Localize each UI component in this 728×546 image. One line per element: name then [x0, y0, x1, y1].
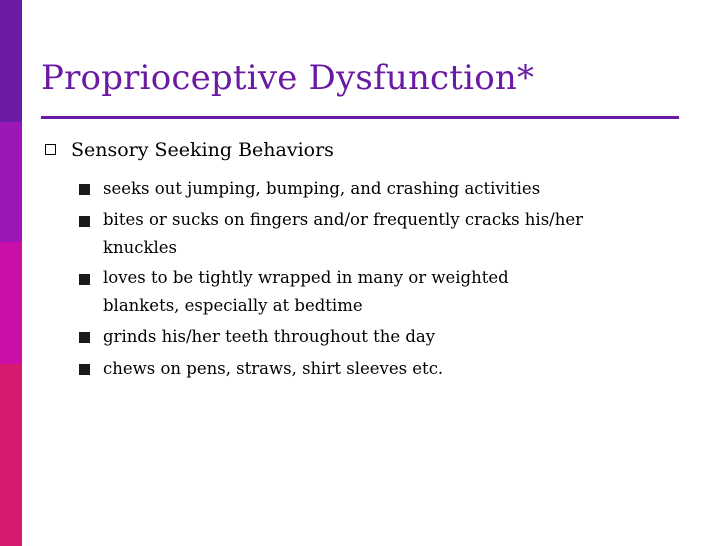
sub-bullet-text: grinds his/her teeth throughout the day [103, 327, 436, 346]
side-bar-segment [0, 364, 22, 546]
bullet-sensory-seeking [45, 137, 334, 163]
side-bar-segment [0, 122, 22, 242]
filled-square-bullet-icon [79, 274, 90, 285]
side-bar-segment [0, 0, 22, 122]
sub-bullet-text: seeks out jumping, bumping, and crashing activities [103, 179, 541, 198]
sub-bullet-text: chews on pens, straws, shirt sleeves etc. [103, 359, 444, 378]
sub-bullet-item [78, 174, 658, 204]
sub-bullet-item [78, 264, 658, 320]
sub-bullet-item [78, 354, 658, 384]
slide-title: Proprioceptive Dysfunction* [41, 58, 535, 98]
sub-bullet-item [78, 206, 658, 262]
title-underline [41, 116, 679, 119]
bullet-text: Sensory Seeking Behaviors [71, 139, 334, 161]
filled-square-bullet-icon [79, 216, 90, 227]
sub-bullet-text: knuckles [103, 238, 178, 257]
filled-square-bullet-icon [79, 332, 90, 343]
sub-bullet-text: loves to be tightly wrapped in many or weighted [103, 268, 509, 287]
sub-bullet-item [78, 322, 658, 352]
side-bar-segment [0, 242, 22, 364]
sub-bullet-text: blankets, especially at bedtime [103, 296, 363, 315]
filled-square-bullet-icon [79, 184, 90, 195]
filled-square-bullet-icon [79, 364, 90, 375]
sub-bullet-text: bites or sucks on fingers and/or frequently cracks his/her [103, 210, 584, 229]
hollow-square-bullet-icon [45, 144, 56, 155]
sub-bullet-list [78, 174, 658, 386]
main-bullet-list [45, 137, 334, 163]
side-color-bar [0, 0, 22, 546]
